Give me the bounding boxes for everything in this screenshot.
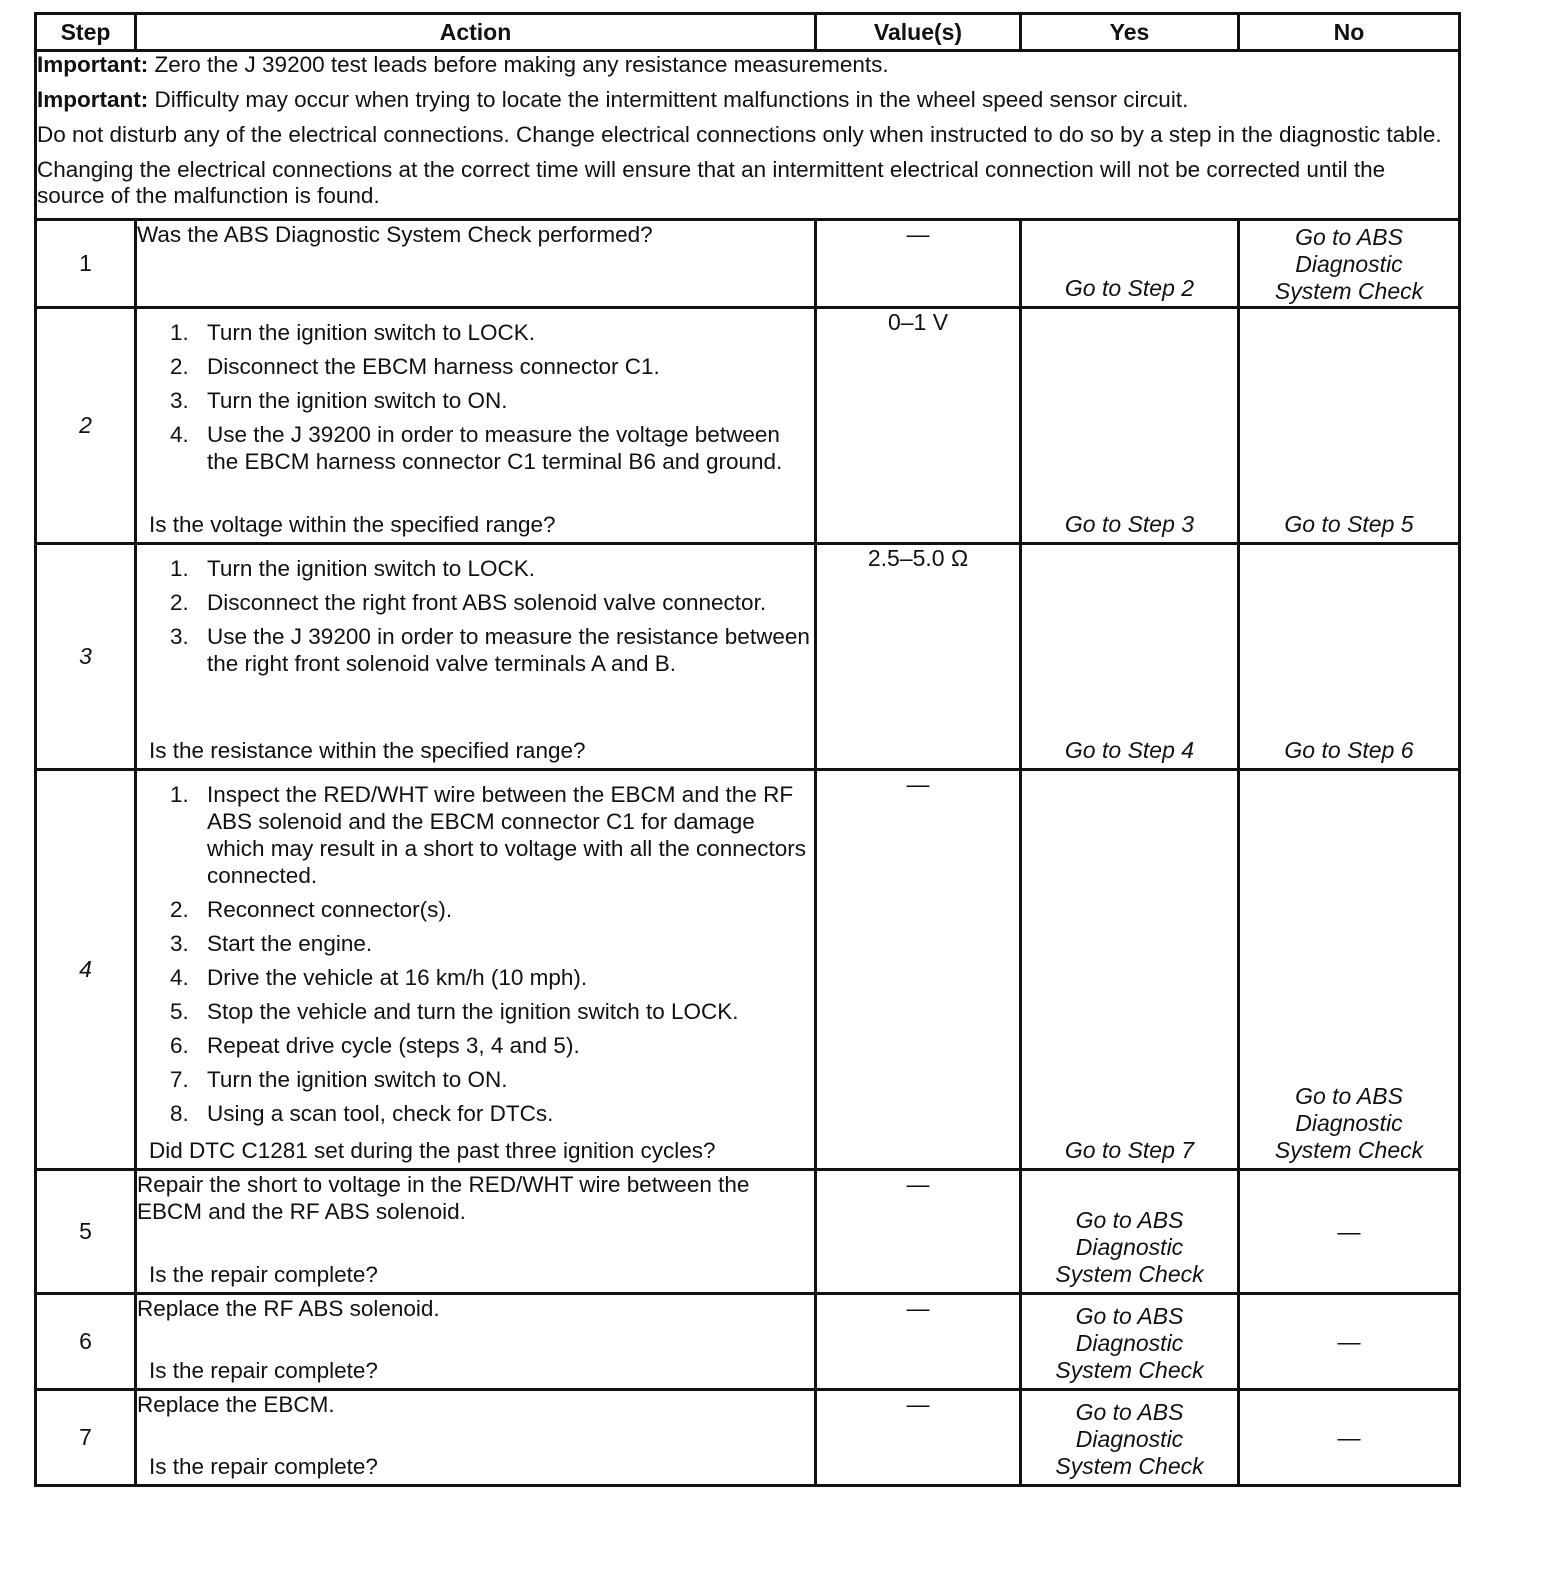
action-question: Is the repair complete?: [149, 1262, 378, 1287]
step-action: [136, 1390, 816, 1486]
step-number: 6: [36, 1294, 136, 1390]
action-step-item: 5. Stop the vehicle and turn the ignition switch to LOCK.: [195, 998, 814, 1025]
action-statement: Replace the EBCM.: [137, 1392, 335, 1417]
header-step: Step: [36, 14, 136, 51]
action-question: Is the repair complete?: [149, 1454, 378, 1479]
action-step-item: 1. Turn the ignition switch to LOCK.: [195, 319, 814, 346]
no-target-line: System Check: [1274, 1137, 1424, 1163]
no-target-line: Go to ABS: [1295, 1083, 1403, 1109]
action-question: Did DTC C1281 set during the past three ignition cycles?: [149, 1138, 716, 1163]
yes-target-line: Go to ABS: [1075, 1399, 1184, 1425]
no-target-line: —: [1337, 1328, 1361, 1354]
step-yes: [1021, 770, 1239, 1170]
step-no: [1239, 308, 1460, 544]
no-target-line: —: [1337, 1424, 1361, 1450]
note-4: [37, 157, 1458, 209]
action-question: Is the repair complete?: [149, 1358, 378, 1383]
action-step-item: 8. Using a scan tool, check for DTCs.: [195, 1100, 814, 1127]
step-no: [1239, 544, 1460, 770]
action-step-item: 7. Turn the ignition switch to ON.: [195, 1066, 814, 1093]
step-no: [1239, 1390, 1460, 1486]
step-action: [136, 220, 816, 308]
step-yes: [1021, 1294, 1239, 1390]
no-target: [1240, 1218, 1458, 1245]
action-step-item: 3. Turn the ignition switch to ON.: [195, 387, 814, 414]
no-target: [1240, 224, 1458, 305]
action-step-item: 2. Reconnect connector(s).: [195, 896, 814, 923]
yes-target-line: Diagnostic: [1075, 1426, 1184, 1452]
step-value: 0–1 V: [816, 308, 1021, 544]
header-values: Value(s): [816, 14, 1021, 51]
yes-target: [1022, 737, 1237, 764]
step-yes: [1021, 1390, 1239, 1486]
step-value: —: [816, 220, 1021, 308]
step-action: [136, 1170, 816, 1294]
no-target-line: Go to Step 6: [1284, 737, 1414, 763]
action-step-item: 1. Inspect the RED/WHT wire between the EBCM and the RF ABS solenoid and the EBCM connector C1 for damage which may result in a short to voltage with all the connectors connected.: [195, 781, 814, 889]
yes-target-line: System Check: [1055, 1453, 1204, 1479]
yes-target: [1022, 1399, 1237, 1480]
notes-row: [36, 51, 1460, 220]
action-step-item: 6. Repeat drive cycle (steps 3, 4 and 5).: [195, 1032, 814, 1059]
step-number: 2: [36, 308, 136, 544]
yes-target: [1022, 1303, 1237, 1384]
no-target: [1240, 1424, 1458, 1451]
step-value: —: [816, 1294, 1021, 1390]
action-step-item: 4. Drive the vehicle at 16 km/h (10 mph).: [195, 964, 814, 991]
yes-target-line: Go to Step 3: [1064, 511, 1195, 537]
yes-target-line: Go to Step 2: [1064, 275, 1195, 301]
no-target: [1240, 511, 1458, 538]
step-row-2: [36, 308, 1460, 544]
step-number: 3: [36, 544, 136, 770]
note-2-label: Important:: [37, 87, 149, 112]
yes-target-line: Go to Step 4: [1064, 737, 1195, 763]
step-no: [1239, 770, 1460, 1170]
note-1: [37, 52, 1458, 78]
no-target-line: —: [1337, 1218, 1361, 1244]
yes-target: [1022, 1137, 1237, 1164]
note-4-text: Changing the electrical connections at the correct time will ensure that an intermittent electrical connection will not be corrected until the source of the malfunction is found.: [37, 157, 1386, 208]
action-step-item: 3. Start the engine.: [195, 930, 814, 957]
action-statement: Was the ABS Diagnostic System Check performed?: [137, 222, 653, 247]
step-row-6: [36, 1294, 1460, 1390]
action-step-item: 3. Use the J 39200 in order to measure the resistance between the right front solenoid valve terminals A and B.: [195, 623, 814, 677]
action-step-item: 2. Disconnect the right front ABS solenoid valve connector.: [195, 589, 814, 616]
no-target-line: Diagnostic: [1295, 251, 1403, 277]
header-action: Action: [136, 14, 816, 51]
header-yes: Yes: [1021, 14, 1239, 51]
step-action: [136, 544, 816, 770]
action-statement: Repair the short to voltage in the RED/WHT wire between the EBCM and the RF ABS solenoid.: [137, 1172, 750, 1224]
action-step-item: 2. Disconnect the EBCM harness connector C1.: [195, 353, 814, 380]
no-target: [1240, 1328, 1458, 1355]
step-row-7: [36, 1390, 1460, 1486]
step-row-1: [36, 220, 1460, 308]
step-number: 5: [36, 1170, 136, 1294]
no-target-line: Go to ABS: [1295, 224, 1403, 250]
yes-target-line: Go to ABS: [1075, 1303, 1184, 1329]
action-question: Is the voltage within the specified range?: [149, 512, 556, 537]
step-row-5: [36, 1170, 1460, 1294]
yes-target: [1022, 511, 1237, 538]
step-no: [1239, 1294, 1460, 1390]
step-no: [1239, 220, 1460, 308]
step-row-3: [36, 544, 1460, 770]
step-no: [1239, 1170, 1460, 1294]
step-action: [136, 770, 816, 1170]
step-value: 2.5–5.0 Ω: [816, 544, 1021, 770]
yes-target-line: Diagnostic: [1075, 1234, 1184, 1260]
step-number: 1: [36, 220, 136, 308]
step-number: 7: [36, 1390, 136, 1486]
yes-target: [1022, 1207, 1237, 1288]
step-value: —: [816, 1170, 1021, 1294]
action-steps-list: [137, 555, 814, 677]
action-steps-list: [137, 319, 814, 475]
header-row: [36, 14, 1460, 51]
step-yes: [1021, 1170, 1239, 1294]
note-1-text: Zero the J 39200 test leads before making any resistance measurements.: [148, 52, 889, 77]
note-2: [37, 87, 1458, 113]
step-value: —: [816, 770, 1021, 1170]
note-1-label: Important:: [37, 52, 149, 77]
action-statement: Replace the RF ABS solenoid.: [137, 1296, 440, 1321]
yes-target-line: Diagnostic: [1075, 1330, 1184, 1356]
action-step-item: 4. Use the J 39200 in order to measure the voltage between the EBCM harness connector C1 terminal B6 and ground.: [195, 421, 814, 475]
yes-target: [1022, 275, 1237, 302]
yes-target-line: Go to Step 7: [1064, 1137, 1195, 1163]
note-3: [37, 122, 1458, 148]
header-no: No: [1239, 14, 1460, 51]
step-action: [136, 1294, 816, 1390]
diagnostic-table: [34, 12, 1461, 1487]
note-2-text: Difficulty may occur when trying to locate the intermittent malfunctions in the wheel speed sensor circuit.: [148, 87, 1189, 112]
action-step-item: 1. Turn the ignition switch to LOCK.: [195, 555, 814, 582]
step-number: 4: [36, 770, 136, 1170]
yes-target-line: System Check: [1055, 1261, 1204, 1287]
no-target: [1240, 1083, 1458, 1164]
no-target-line: System Check: [1274, 278, 1424, 304]
step-row-4: [36, 770, 1460, 1170]
no-target-line: Diagnostic: [1295, 1110, 1403, 1136]
no-target-line: Go to Step 5: [1284, 511, 1414, 537]
step-value: —: [816, 1390, 1021, 1486]
no-target: [1240, 737, 1458, 764]
action-steps-list: [137, 781, 814, 1127]
note-3-text: Do not disturb any of the electrical connections. Change electrical connections only when instructed to do so by a step in the diagnostic table.: [37, 122, 1442, 147]
step-yes: [1021, 308, 1239, 544]
step-yes: [1021, 544, 1239, 770]
step-action: [136, 308, 816, 544]
important-notes: [36, 51, 1460, 220]
step-yes: [1021, 220, 1239, 308]
yes-target-line: System Check: [1055, 1357, 1204, 1383]
yes-target-line: Go to ABS: [1075, 1207, 1184, 1233]
action-question: Is the resistance within the specified range?: [149, 738, 586, 763]
